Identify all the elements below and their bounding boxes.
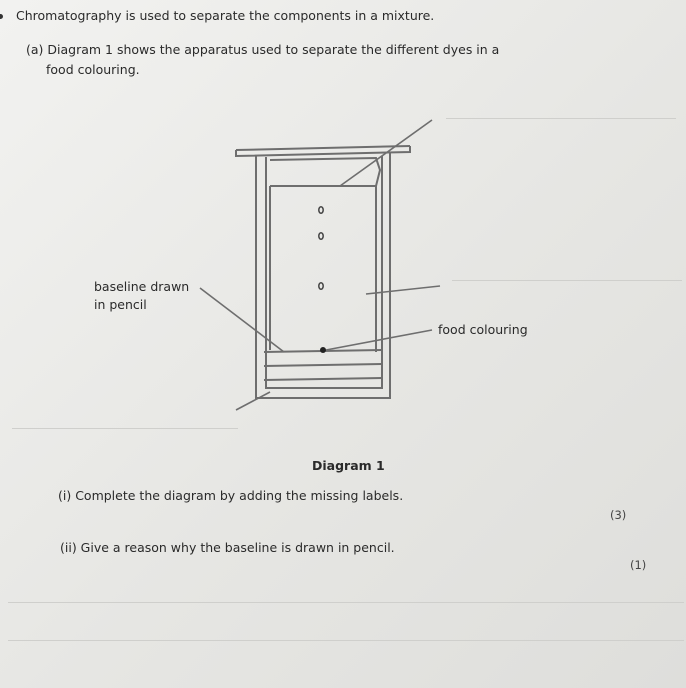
dye-spot-1 bbox=[319, 207, 323, 213]
question-i-text: (i) Complete the diagram by adding the missing labels. bbox=[58, 488, 404, 503]
beaker-inner bbox=[266, 156, 382, 388]
answer-line-1 bbox=[8, 602, 684, 603]
label-baseline-line-1: baseline drawn bbox=[94, 279, 190, 294]
beaker-outer bbox=[256, 152, 390, 398]
food-colouring-spot bbox=[320, 347, 326, 353]
pointer-baseline bbox=[200, 288, 284, 352]
diagram-caption: Diagram 1 bbox=[312, 458, 385, 473]
question-ii-text: (ii) Give a reason why the baseline is drawn in pencil. bbox=[60, 540, 395, 555]
intro-text: Chromatography is used to separate the components in a mixture. bbox=[16, 8, 435, 23]
solvent-line-2 bbox=[264, 364, 382, 366]
pointer-food-colouring bbox=[326, 330, 432, 350]
solvent-line-3 bbox=[264, 378, 382, 380]
pointer-bottom bbox=[236, 392, 270, 410]
part-a-line-2: food colouring. bbox=[46, 62, 140, 77]
part-a-line-1: (a) Diagram 1 shows the apparatus used to separate the different dyes in a bbox=[26, 42, 500, 57]
question-i-marks: (3) bbox=[610, 508, 627, 522]
label-baseline-line-2: in pencil bbox=[94, 297, 147, 312]
question-ii-marks: (1) bbox=[630, 558, 647, 572]
answer-line-2 bbox=[8, 640, 684, 641]
pointer-middle bbox=[366, 286, 440, 294]
lid-top-edge bbox=[236, 146, 410, 150]
label-food-colouring: food colouring bbox=[438, 322, 528, 337]
dye-spot-2 bbox=[319, 233, 323, 239]
dye-spot-3 bbox=[319, 283, 323, 289]
paper-top bbox=[270, 158, 380, 186]
